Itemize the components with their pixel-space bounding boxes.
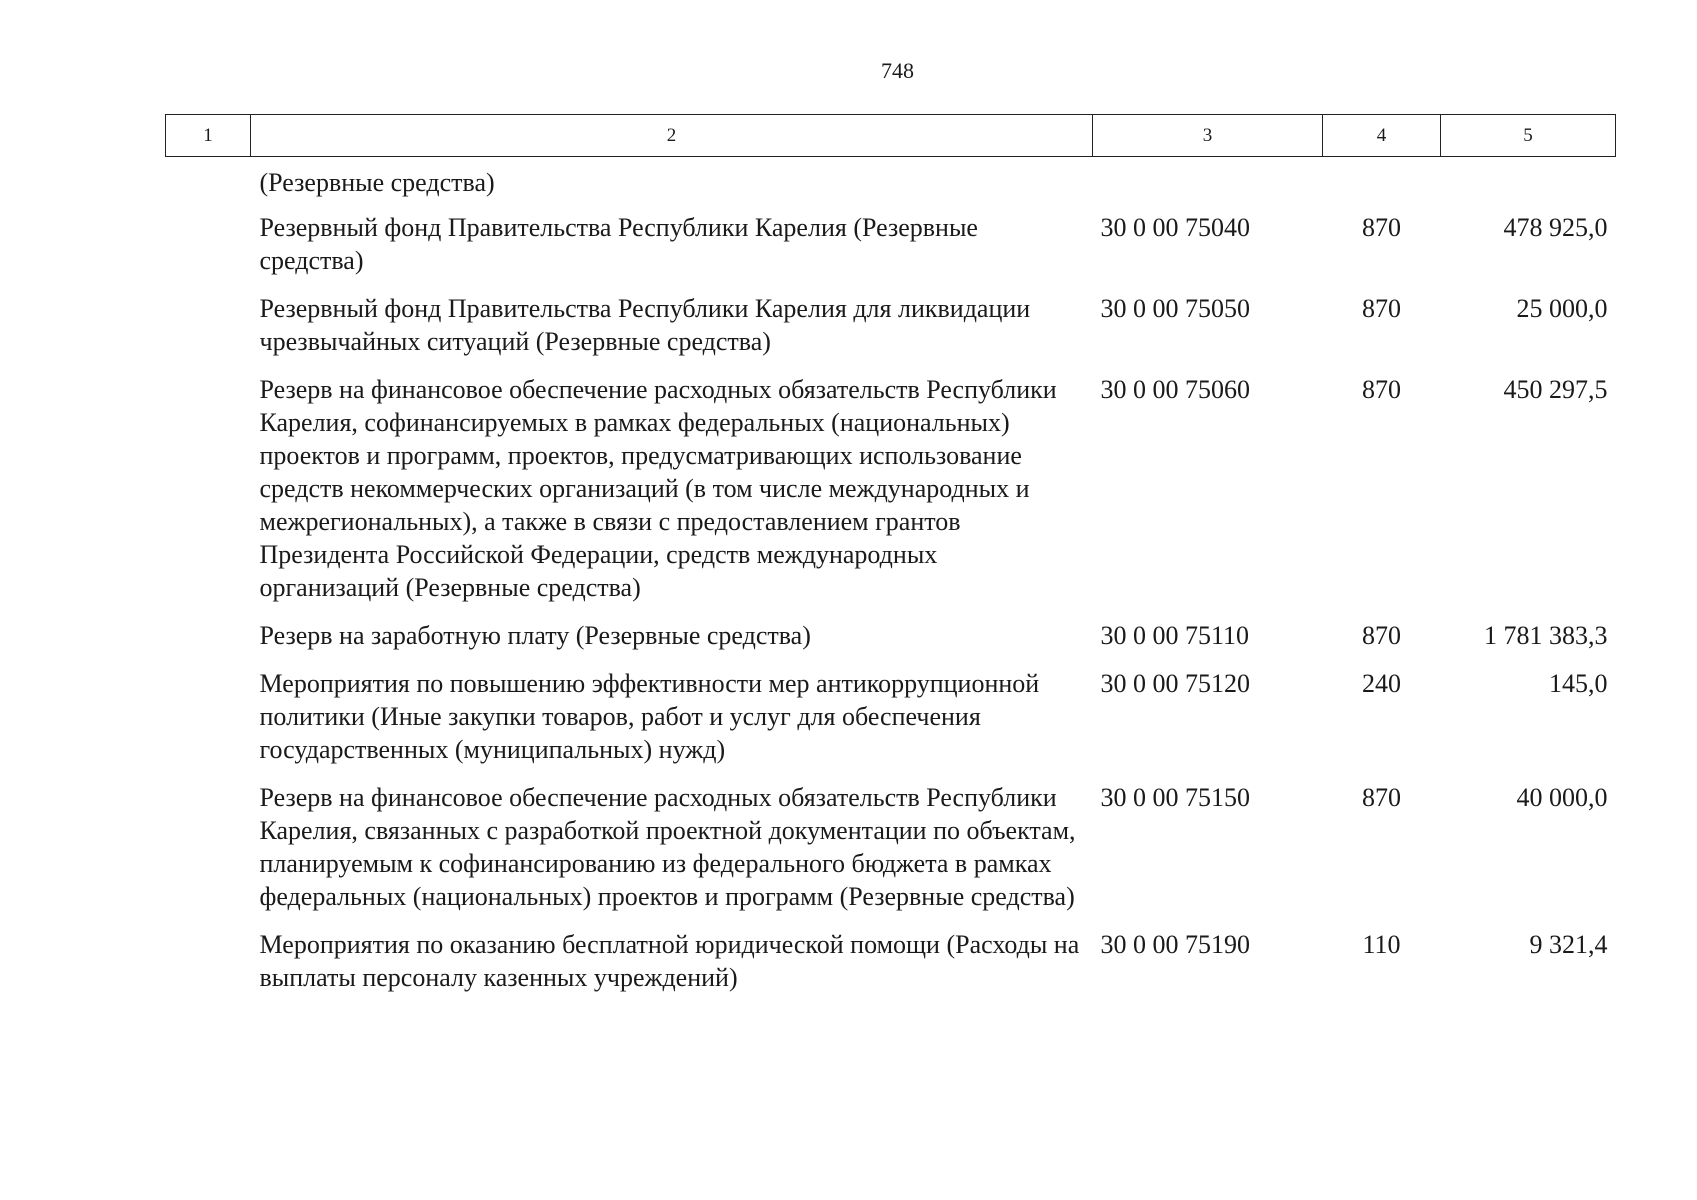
table-row: [166, 373, 1616, 619]
table-row: [166, 292, 1616, 373]
expense-type-code: 870: [1362, 294, 1401, 323]
column-header-5: 5: [1441, 115, 1616, 157]
expense-type-code: 110: [1362, 930, 1401, 959]
expense-name: Резерв на заработную плату (Резервные средства): [259, 621, 811, 650]
amount: [1441, 157, 1616, 212]
expense-type-code: 870: [1362, 783, 1401, 812]
column-header-3: 3: [1093, 115, 1323, 157]
amount: 25 000,0: [1516, 294, 1608, 323]
row-number-cell: [166, 373, 251, 619]
target-article-code: 30 0 00 75050: [1100, 294, 1250, 323]
expense-type-code: [1323, 157, 1441, 212]
target-article-code: 30 0 00 75120: [1100, 669, 1250, 698]
table-row: [166, 619, 1616, 667]
target-article-code: 30 0 00 75040: [1100, 213, 1250, 242]
budget-table: [165, 114, 1616, 1009]
column-header-4: 4: [1323, 115, 1441, 157]
row-number-cell: [166, 157, 251, 212]
amount: 9 321,4: [1529, 930, 1608, 959]
row-number-cell: [166, 928, 251, 1009]
expense-type-code: 870: [1362, 621, 1401, 650]
amount: 450 297,5: [1503, 375, 1608, 404]
table-row: [166, 211, 1616, 292]
target-article-code: 30 0 00 75110: [1100, 621, 1250, 650]
target-article-code: 30 0 00 75150: [1100, 783, 1250, 812]
expense-name: (Резервные средства): [259, 168, 495, 197]
target-article-code: 30 0 00 75060: [1100, 375, 1250, 404]
expense-name: Резерв на финансовое обеспечение расходных обязательств Республики Карелия, софинансируемых в рамках федеральных (национальных) проектов и программ, проектов, предусматривающих использование средств некоммерческих организаций (в том числе международных и межрегиональных), а также в связи с предоставлением грантов Президента Российской Федерации, средств международных организаций (Резервные средства): [259, 375, 1057, 602]
row-number-cell: [166, 619, 251, 667]
expense-name: Мероприятия по оказанию бесплатной юридической помощи (Расходы на выплаты персоналу казенных учреждений): [259, 930, 1080, 992]
expense-name: Резервный фонд Правительства Республики Карелия (Резервные средства): [259, 213, 978, 275]
table-row: [166, 781, 1616, 928]
row-number-cell: [166, 211, 251, 292]
amount: 478 925,0: [1503, 213, 1608, 242]
expense-name: Резерв на финансовое обеспечение расходных обязательств Республики Карелия, связанных с разработкой проектной документации по объектам, планируемым к софинансированию из федерального бюджета в рамках федеральных (национальных) проектов и программ (Резервные средства): [259, 783, 1076, 911]
expense-name: Резервный фонд Правительства Республики Карелия для ликвидации чрезвычайных ситуаций (Резервные средства): [259, 294, 1031, 356]
table-row: [166, 667, 1616, 781]
column-header-1: 1: [166, 115, 251, 157]
amount: 40 000,0: [1516, 783, 1608, 812]
target-article-code: 30 0 00 75190: [1100, 930, 1250, 959]
row-number-cell: [166, 667, 251, 781]
table-header-row: [166, 115, 1616, 157]
target-article-code: [1093, 157, 1323, 212]
page-number: 748: [881, 58, 914, 83]
expense-type-code: 240: [1362, 669, 1401, 698]
amount: 1 781 383,3: [1484, 621, 1608, 650]
expense-type-code: 870: [1362, 213, 1401, 242]
table-row: [166, 928, 1616, 1009]
expense-type-code: 870: [1362, 375, 1401, 404]
table-row: [166, 157, 1616, 212]
row-number-cell: [166, 781, 251, 928]
expense-name: Мероприятия по повышению эффективности мер антикоррупционной политики (Иные закупки товаров, работ и услуг для обеспечения государственных (муниципальных) нужд): [259, 669, 1040, 764]
row-number-cell: [166, 292, 251, 373]
column-header-2: 2: [251, 115, 1093, 157]
amount: 145,0: [1549, 669, 1608, 698]
